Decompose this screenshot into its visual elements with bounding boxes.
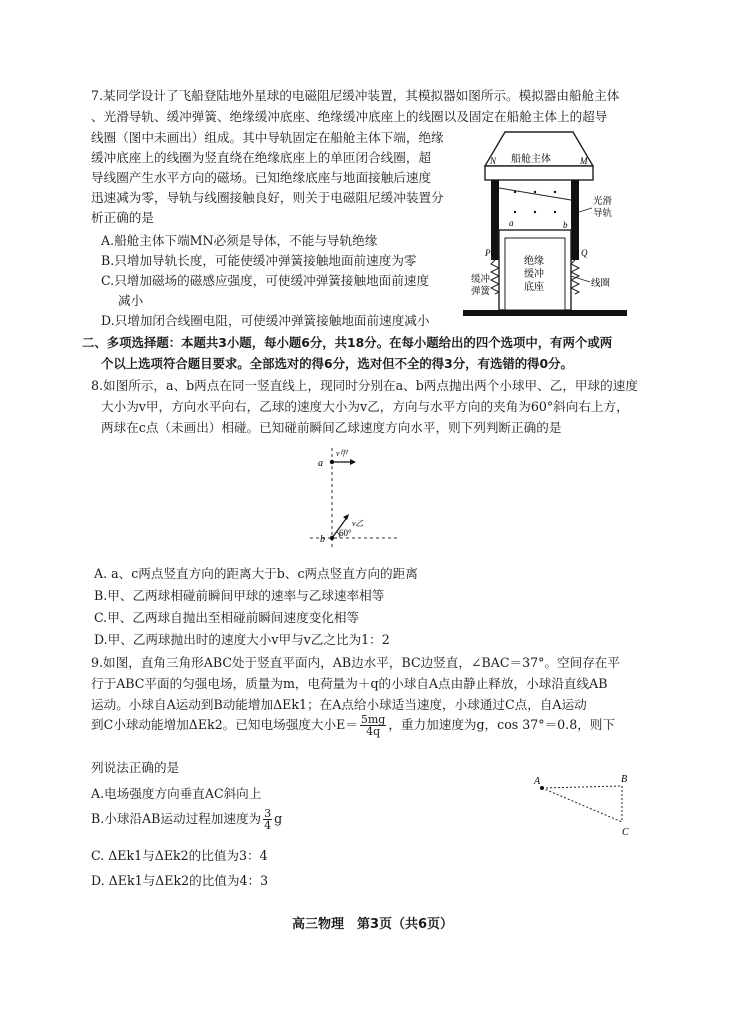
q7-option-b: B.只增加导轨长度，可能使缓冲弹簧接触地面前速度为零	[101, 253, 417, 268]
point-a	[540, 786, 544, 790]
q7-line-6: 迅速减为零，导轨与线圈接触良好，则关于电磁阻尼缓冲装置分	[91, 190, 444, 205]
q9-option-c: C. ΔEk1与ΔEk2的比值为3：4	[91, 848, 268, 863]
coil-label: 线圈	[591, 279, 611, 289]
label-v1: v甲	[336, 449, 348, 458]
spring-left	[491, 260, 499, 294]
q9-line-4-post: ，重力加速度为g，cos 37°＝0.8，则下	[388, 717, 615, 732]
spring-label-2: 弹簧	[471, 287, 491, 297]
q9-line-1: 9.如图，直角三角形ABC处于竖直平面内，AB边水平，BC边竖直，∠BAC＝37°。空间存在平	[91, 655, 620, 670]
label-q: Q	[581, 248, 588, 258]
cabin-lower	[485, 166, 593, 180]
q7-option-c-cont: 减小	[118, 293, 144, 308]
label-a: A	[534, 776, 541, 787]
label-b: b	[320, 534, 325, 545]
velocity-arrow-1-head	[350, 459, 356, 465]
q8-option-d: D.甲、乙两球抛出时的速度大小v甲与v乙之比为1：2	[94, 632, 390, 647]
rail-pointer	[579, 208, 592, 212]
q9-option-b	[91, 808, 282, 831]
edge-ac	[542, 788, 622, 822]
q8-option-a: A. a、c两点竖直方向的距离大于b、c两点竖直方向的距离	[94, 566, 418, 581]
q7-line-4: 缓冲底座上的线圈为竖直绕在绝缘底座上的单匝闭合线圈，超	[91, 150, 432, 165]
q7-line-5: 导线圈产生水平方向的磁场。已知绝缘底座与地面接触后速度	[91, 170, 432, 185]
label-b: b	[563, 220, 568, 230]
q8-line-3: 两球在c点（未画出）相碰。已知碰前瞬间乙球速度方向水平，则下列判断正确的是	[101, 420, 562, 435]
label-p: P	[485, 248, 491, 258]
q9-line-5: 列说法正确的是	[91, 760, 180, 775]
q9-option-d: D. ΔEk1与ΔEk2的比值为4：3	[91, 873, 269, 888]
velocity-arrow-2-head	[343, 514, 349, 520]
label-a: a	[318, 458, 323, 469]
q7-option-c: C.只增加磁场的磁感应强度，可使缓冲弹簧接触地面前速度	[101, 273, 430, 288]
rail-left	[491, 180, 499, 260]
q8-line-2: 大小为v甲，方向水平向右，乙球的速度大小为v乙，方向与水平方向的夹角为60°斜向右上方，	[101, 399, 629, 414]
label-a: a	[509, 218, 514, 228]
q8-option-c: C.甲、乙两球自抛出至相碰前瞬间速度变化相等	[94, 610, 360, 625]
q9-line-4-pre: 到C小球动能增加ΔEk2。已知电场强度大小E＝	[91, 717, 358, 732]
label-b: B	[621, 774, 628, 785]
q9-line-2: 行于ABC平面的匀强电场，质量为m，电荷量为＋q的小球自A点由静止释放，小球沿直线AB	[91, 676, 608, 691]
q8-line-1: 8.如图所示，a、b两点在同一竖直线上，现同时分别在a、b两点抛出两个小球甲、乙，甲球的速度	[91, 378, 638, 393]
q8-option-b: B.甲、乙两球相碰前瞬间甲球的速率与乙球速率相等	[94, 588, 385, 603]
page-footer: 高三物理 第3页（共6页）	[291, 917, 454, 932]
field-dots	[514, 191, 556, 233]
section-heading-1: 二、多项选择题：本题共3小题，每小题6分，共18分。在每小题给出的四个选项中，有两个或两	[82, 335, 613, 350]
q7-line-3: 线圈（图中未画出）组成。其中导轨固定在船舱主体下端，绝缘	[91, 130, 444, 145]
q7-option-a: A.船舱主体下端MN必须是导体，不能与导轨绝缘	[101, 233, 378, 248]
accel-fraction	[263, 808, 272, 831]
accel-fraction-den: 4	[264, 819, 272, 832]
field-fraction-num: 5mg	[360, 713, 386, 726]
q9-option-b-pre: B.小球沿AB运动过程加速度为	[91, 811, 262, 826]
q9-option-b-post: g	[274, 811, 283, 826]
base-label-2: 缓冲	[524, 269, 544, 280]
rail-label-1: 光滑	[593, 197, 613, 207]
conductor-line	[499, 188, 571, 200]
q7-line-1: 7.某同学设计了飞船登陆地外星球的电磁阻尼缓冲装置，其模拟器如图所示。模拟器由船舱主体	[91, 88, 620, 103]
label-m: M	[580, 156, 588, 166]
q9-line-3: 运动。小球自A运动到B动能增加ΔEk1；在A点给小球适当速度，小球通过C点，自A运动	[91, 697, 587, 712]
q9-line-4	[91, 714, 615, 737]
rail-right	[571, 180, 579, 260]
base-label-3: 底座	[524, 282, 544, 293]
rail-label-2: 导轨	[593, 209, 613, 219]
ground	[463, 310, 627, 316]
field-fraction	[360, 714, 386, 737]
label-v2: v乙	[352, 519, 364, 528]
q9-figure	[530, 772, 640, 838]
q8-figure	[310, 448, 400, 548]
q9-option-a: A.电场强度方向垂直AC斜向上	[91, 786, 262, 801]
field-fraction-den: 4q	[366, 725, 381, 738]
accel-fraction-num: 3	[264, 807, 272, 820]
label-n: N	[490, 156, 497, 166]
spring-label-1: 缓冲	[471, 275, 491, 285]
q7-figure	[463, 126, 627, 326]
base-label-1: 绝缘	[524, 256, 544, 267]
cabin-label: 船舱主体	[511, 154, 551, 165]
q7-line-7: 析正确的是	[91, 210, 154, 225]
q7-line-2: 、光滑导轨、缓冲弹簧、绝缘缓冲底座、绝缘缓冲底座上的线圈以及固定在船舱主体上的超导	[91, 109, 608, 124]
label-c: C	[622, 827, 629, 838]
label-angle: 60°	[339, 528, 352, 538]
edge-ab	[542, 786, 622, 788]
q7-option-d: D.只增加闭合线圈电阻，可使缓冲弹簧接触地面前速度减小	[101, 313, 430, 328]
section-heading-2: 个以上选项符合题目要求。全部选对的得6分，选对但不全的得3分，有选错的得0分。	[101, 356, 573, 371]
